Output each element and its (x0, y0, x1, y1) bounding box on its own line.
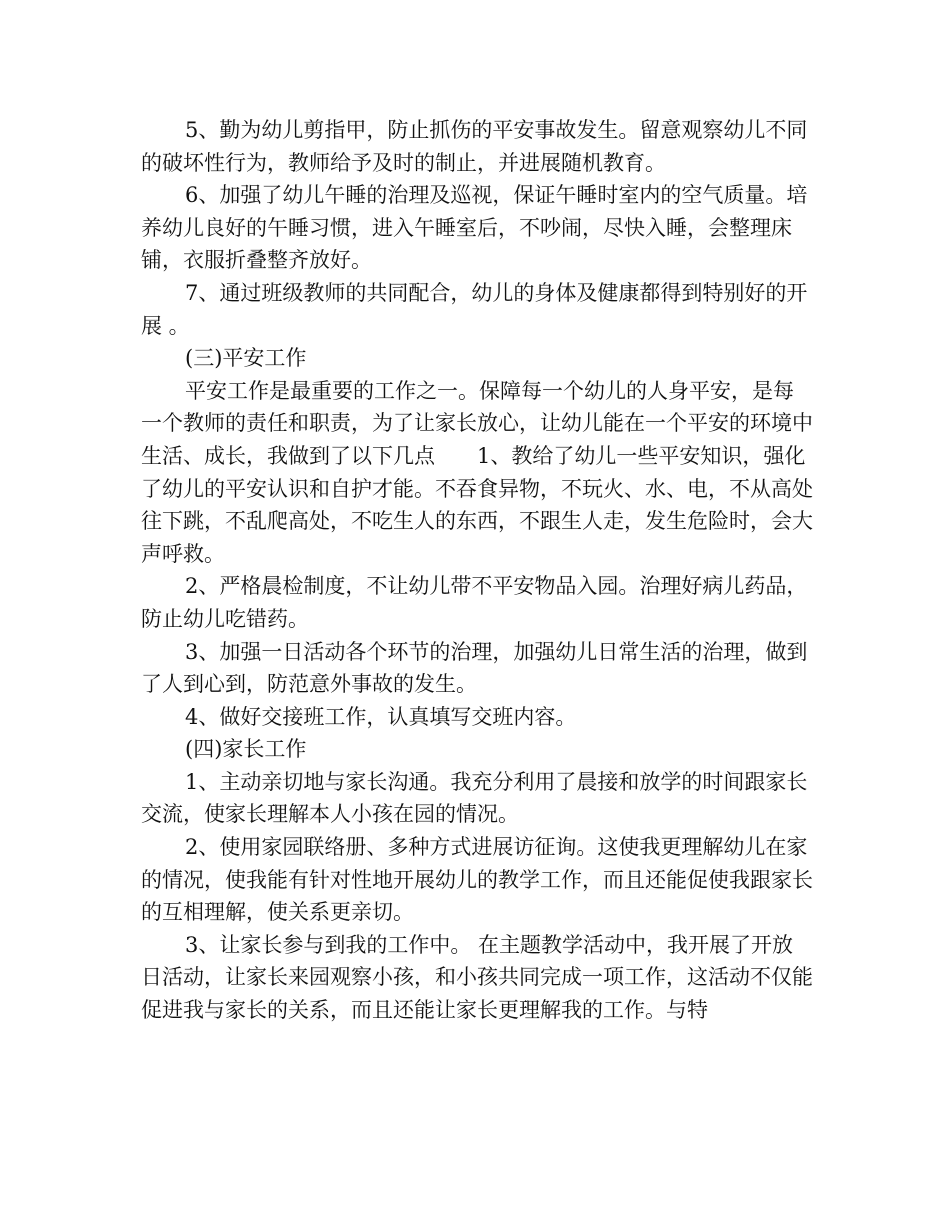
paragraph-daily-activities: 3、加强一日活动各个环节的治理，加强幼儿日常生活的治理，做到了人到心到，防范意外事故的发生。 (141, 639, 808, 697)
section-heading-safety: (三)平安工作 (185, 346, 307, 371)
section-heading-parents: (四)家长工作 (185, 737, 307, 762)
paragraph-morning-check: 2、严格晨检制度，不让幼儿带不平安物品入园。治理好病儿药品，防止幼儿吃错药。 (141, 574, 808, 631)
paragraph-parent-communication: 1、主动亲切地与家长沟通。我充分利用了晨接和放学的时间跟家长交流，使家长理解本人小孩在园的情况。 (141, 769, 808, 827)
paragraph-trim-nails: 5、勤为幼儿剪指甲，防止抓伤的平安事故发生。留意观察幼儿不同的破坏性行为，教师给予及时的制止，并进展随机教育。 (141, 118, 808, 175)
paragraph-nap-management: 6、加强了幼儿午睡的治理及巡视，保证午睡时室内的空气质量。培养幼儿良好的午睡习惯，进入午睡室后，不吵闹，尽快入睡，会整理床铺，衣服折叠整齐放好。 (141, 183, 808, 273)
paragraph-shift-handover: 4、做好交接班工作，认真填写交班内容。 (185, 704, 577, 729)
paragraph-safety-intro: 平安工作是最重要的工作之一。保障每一个幼儿的人身平安，是每一个教师的责任和职责，为了让家长放心，让幼儿能在一个平安的环境中生活、成长，我做到了以下几点 1、教给了幼儿一些平安知识，强化了幼儿的平安认识和自护才能。不吞食异物，不玩火、水、电，不从高处往下跳，不乱爬高处，不吃生人的东西，不跟生人走，发生危险时，会大声呼救。 (141, 378, 813, 566)
paragraph-teacher-cooperation: 7、通过班级教师的共同配合，幼儿的身体及健康都得到特别好的开展 。 (141, 280, 808, 338)
paragraph-contact-book: 2、使用家园联络册、多种方式进展访征询。这使我更理解幼儿在家的情况，使我能有针对性地开展幼儿的教学工作，而且还能促使我跟家长的互相理解，使关系更亲切。 (141, 835, 813, 925)
document-body (141, 114, 813, 1027)
paragraph-parent-participation: 3、让家长参与到我的工作中。 在主题教学活动中，我开展了开放日活动，让家长来园观察小孩，和小孩共同完成一项工作，这活动不仅能促进我与家长的关系，而且还能让家长更理解我的工作。与特 (141, 932, 813, 1023)
